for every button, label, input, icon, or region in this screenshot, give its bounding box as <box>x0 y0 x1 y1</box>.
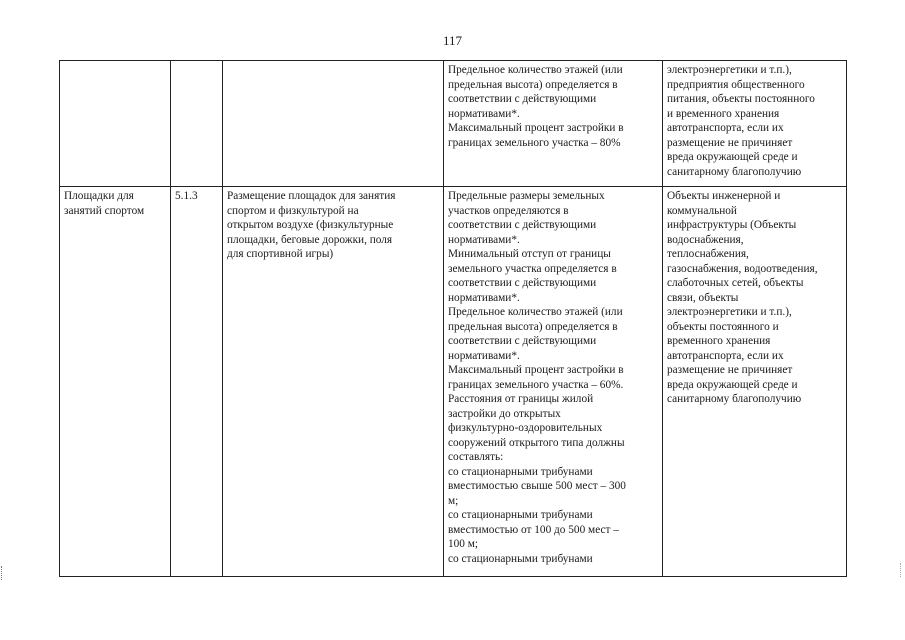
text-line: размещение не причиняет <box>667 364 793 376</box>
scan-edge-mark <box>1 566 4 580</box>
text-line: объекты постоянного и <box>667 320 779 333</box>
text-line: связи, объекты <box>667 291 739 304</box>
text-line: соответствии с действующими <box>448 219 597 231</box>
text-line: Расстояния от границы жилой <box>448 393 594 405</box>
text-line: нормативами*. <box>448 107 520 120</box>
text-line: слаботочных сетей, объекты <box>667 277 804 289</box>
cell-parameters <box>444 187 663 577</box>
cell-auxiliary-uses <box>663 61 847 187</box>
text-line: водоснабжения, <box>667 233 744 246</box>
text-line: границах земельного участка – 80% <box>448 136 621 149</box>
text-line: соответствии с действующими <box>448 93 597 105</box>
text-line: Максимальный процент застройки в <box>448 122 624 134</box>
text-line: площадки, беговые дорожки, поля <box>227 233 393 246</box>
text-line: автотранспорта, если их <box>667 122 784 134</box>
cell-use-name <box>60 61 171 187</box>
cell-use-code <box>171 61 223 187</box>
text-line: Предельные размеры земельных <box>448 190 605 202</box>
text-line: коммунальной <box>667 204 737 217</box>
text-line: Максимальный процент застройки в <box>448 364 624 376</box>
text-line: со стационарными трибунами <box>448 465 593 478</box>
text-line: Размещение площадок для занятия <box>227 190 396 202</box>
cell-use-description <box>223 61 444 187</box>
text-line: санитарному благополучию <box>667 165 802 178</box>
text-line: вместимостью свыше 500 мест – 300 <box>448 480 626 492</box>
text-line: Предельное количество этажей (или <box>448 64 623 76</box>
text-line: газоснабжения, водоотведения, <box>667 262 818 275</box>
table-row-continuation <box>60 61 847 187</box>
text-line: теплоснабжения, <box>667 248 749 260</box>
text-line: 100 м; <box>448 538 479 550</box>
land-use-table <box>59 60 847 577</box>
text-line: автотранспорта, если их <box>667 349 784 362</box>
text-line: составлять: <box>448 451 504 463</box>
text-line: спортом и физкультурой на <box>227 204 359 217</box>
text-line: открытом воздухе (физкультурные <box>227 219 394 231</box>
text-line: инфраструктуры (Объекты <box>667 219 797 231</box>
text-line: временного хранения <box>667 335 771 347</box>
text-line: со стационарными трибунами <box>448 552 593 565</box>
text-line: физкультурно-оздоровительных <box>448 422 603 434</box>
text-line: Площадки для <box>64 190 134 202</box>
text-line: Предельное количество этажей (или <box>448 306 623 318</box>
text-line: нормативами*. <box>448 233 520 246</box>
text-line: Минимальный отступ от границы <box>448 248 611 260</box>
text-line: сооружений открытого типа должны <box>448 436 625 449</box>
page-number: 117 <box>442 33 463 48</box>
text-line: застройки до открытых <box>448 407 561 420</box>
text-line: предприятия общественного <box>667 78 805 91</box>
text-line: занятий спортом <box>64 204 145 217</box>
text-line: вреда окружающей среде и <box>667 151 798 163</box>
cell-auxiliary-uses <box>663 187 847 577</box>
table-row-sports-grounds <box>60 187 847 577</box>
cell-parameters <box>444 61 663 187</box>
text-line: участков определяются в <box>448 204 569 217</box>
cell-use-name <box>60 187 171 577</box>
text-line: для спортивной игры) <box>227 248 334 260</box>
text-line: электроэнергетики и т.п.), <box>667 64 792 76</box>
text-line: предельная высота) определяется в <box>448 78 618 91</box>
cell-use-code: 5.1.3 <box>171 187 223 577</box>
text-line: и временного хранения <box>667 107 780 120</box>
text-line: вреда окружающей среде и <box>667 378 798 391</box>
text-line: м; <box>448 494 459 507</box>
cell-use-description <box>223 187 444 577</box>
text-line: нормативами*. <box>448 349 520 362</box>
text-line: соответствии с действующими <box>448 335 597 347</box>
text-line: размещение не причиняет <box>667 136 793 149</box>
text-line: нормативами*. <box>448 291 520 304</box>
text-line: границах земельного участка – 60%. <box>448 378 624 391</box>
text-line: Объекты инженерной и <box>667 190 781 202</box>
text-line: предельная высота) определяется в <box>448 320 618 333</box>
text-line: со стационарными трибунами <box>448 509 593 521</box>
text-line: вместимостью от 100 до 500 мест – <box>448 523 619 536</box>
text-line: питания, объекты постоянного <box>667 93 815 105</box>
text-line: соответствии с действующими <box>448 277 597 289</box>
text-line: санитарному благополучию <box>667 393 802 405</box>
scan-edge-mark <box>900 563 903 577</box>
text-line: земельного участка определяется в <box>448 262 617 275</box>
text-line: электроэнергетики и т.п.), <box>667 306 792 318</box>
